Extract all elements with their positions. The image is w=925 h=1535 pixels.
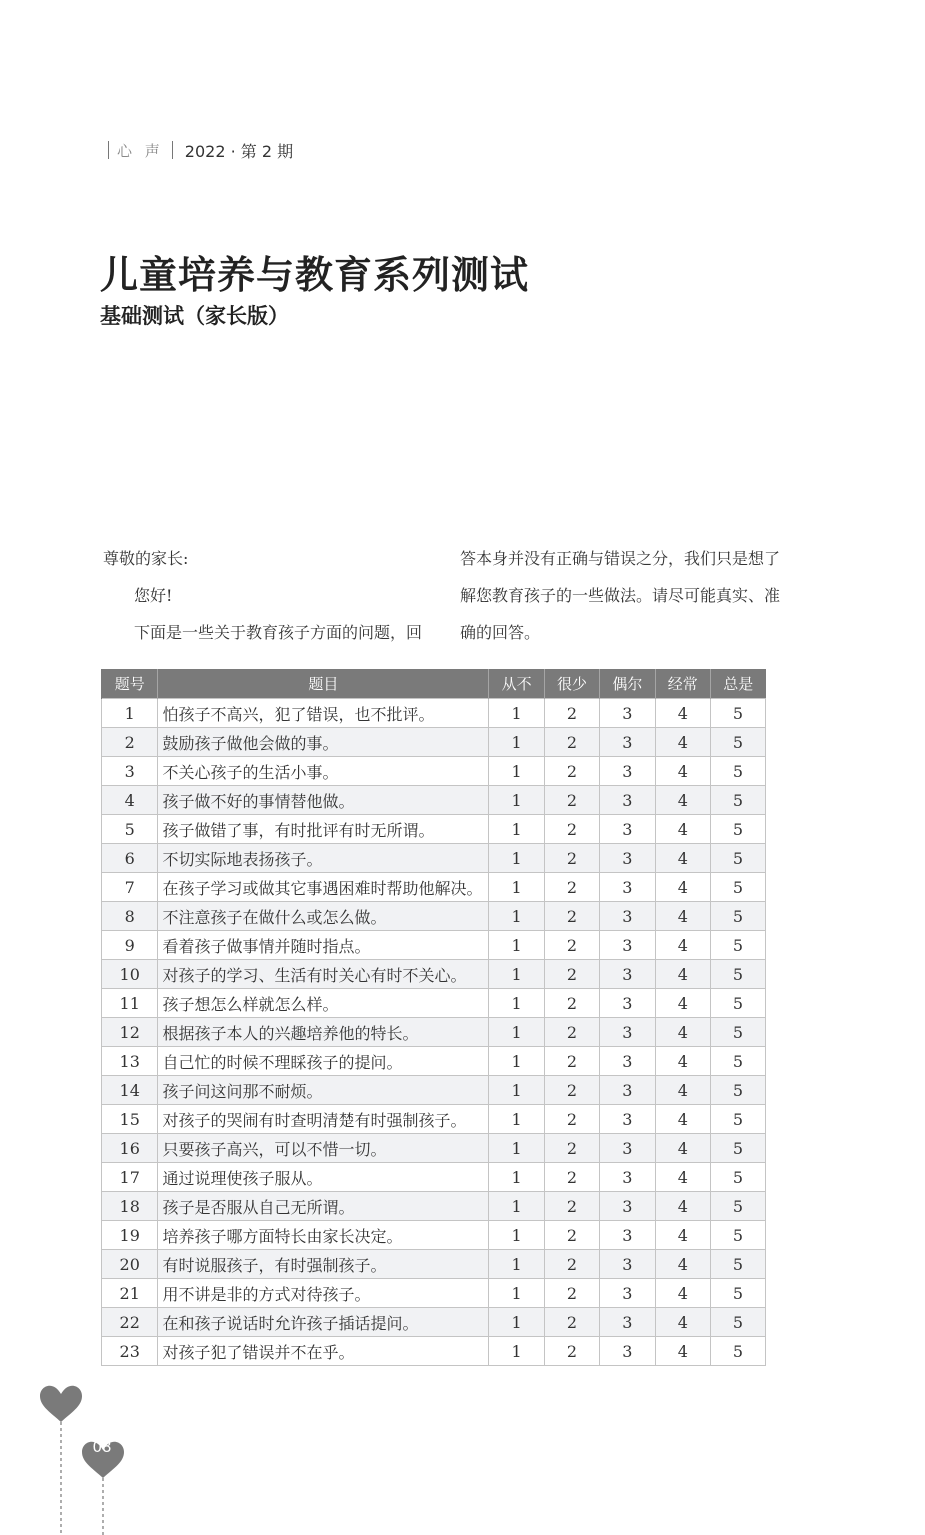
question-text: 培养孩子哪方面特长由家长决定。 xyxy=(158,1221,489,1250)
scale-option: 1 xyxy=(489,815,544,844)
scale-option: 4 xyxy=(655,1105,710,1134)
scale-option: 5 xyxy=(711,1279,766,1308)
scale-option: 4 xyxy=(655,1076,710,1105)
scale-option: 2 xyxy=(544,757,599,786)
scale-option: 1 xyxy=(489,902,544,931)
scale-option: 1 xyxy=(489,786,544,815)
scale-option: 3 xyxy=(600,699,655,728)
question-text: 对孩子的哭闹有时查明清楚有时强制孩子。 xyxy=(158,1105,489,1134)
scale-option: 3 xyxy=(600,757,655,786)
scale-option: 2 xyxy=(544,873,599,902)
scale-option: 4 xyxy=(655,1279,710,1308)
page-subtitle: 基础测试（家长版） xyxy=(100,303,289,328)
scale-option: 4 xyxy=(655,989,710,1018)
scale-option: 5 xyxy=(711,728,766,757)
question-text: 不关心孩子的生活小事。 xyxy=(158,757,489,786)
scale-option: 4 xyxy=(655,757,710,786)
scale-option: 2 xyxy=(544,728,599,757)
scale-option: 1 xyxy=(489,699,544,728)
table-row xyxy=(102,1337,766,1366)
table-row xyxy=(102,1192,766,1221)
question-text: 不切实际地表扬孩子。 xyxy=(158,844,489,873)
scale-option: 3 xyxy=(600,844,655,873)
question-number: 20 xyxy=(102,1250,158,1279)
question-number: 17 xyxy=(102,1163,158,1192)
scale-option: 2 xyxy=(544,931,599,960)
scale-option: 5 xyxy=(711,815,766,844)
intro-line: 确的回答。 xyxy=(460,623,541,642)
scale-option: 3 xyxy=(600,989,655,1018)
table-row xyxy=(102,1076,766,1105)
scale-option: 4 xyxy=(655,873,710,902)
scale-option: 3 xyxy=(600,1192,655,1221)
scale-option: 3 xyxy=(600,1221,655,1250)
hello: 您好! xyxy=(134,586,173,605)
table-row xyxy=(102,728,766,757)
table-row xyxy=(102,757,766,786)
question-text: 有时说服孩子，有时强制孩子。 xyxy=(158,1250,489,1279)
scale-option: 2 xyxy=(544,1134,599,1163)
header-divider xyxy=(172,141,173,159)
question-text: 孩子想怎么样就怎么样。 xyxy=(158,989,489,1018)
question-number: 22 xyxy=(102,1308,158,1337)
heart-decoration xyxy=(40,1380,130,1535)
scale-option: 5 xyxy=(711,931,766,960)
scale-option: 3 xyxy=(600,1076,655,1105)
table-row xyxy=(102,1279,766,1308)
scale-option: 2 xyxy=(544,989,599,1018)
scale-option: 1 xyxy=(489,1047,544,1076)
scale-option: 5 xyxy=(711,902,766,931)
scale-option: 1 xyxy=(489,960,544,989)
question-number: 9 xyxy=(102,931,158,960)
question-text: 自己忙的时候不理睬孩子的提问。 xyxy=(158,1047,489,1076)
question-number: 12 xyxy=(102,1018,158,1047)
scale-option: 4 xyxy=(655,1250,710,1279)
scale-option: 3 xyxy=(600,1279,655,1308)
scale-option: 4 xyxy=(655,1134,710,1163)
table-row xyxy=(102,1308,766,1337)
table-row xyxy=(102,989,766,1018)
header-rarely: 很少 xyxy=(544,669,599,699)
scale-option: 1 xyxy=(489,989,544,1018)
header-always: 总是 xyxy=(711,669,766,699)
scale-option: 5 xyxy=(711,757,766,786)
scale-option: 4 xyxy=(655,931,710,960)
scale-option: 4 xyxy=(655,1018,710,1047)
scale-option: 1 xyxy=(489,1250,544,1279)
scale-option: 1 xyxy=(489,1018,544,1047)
scale-option: 3 xyxy=(600,815,655,844)
scale-option: 5 xyxy=(711,1105,766,1134)
scale-option: 5 xyxy=(711,844,766,873)
question-text: 根据孩子本人的兴趣培养他的特长。 xyxy=(158,1018,489,1047)
scale-option: 5 xyxy=(711,1134,766,1163)
table-row xyxy=(102,1047,766,1076)
survey-table xyxy=(101,669,766,1366)
scale-option: 3 xyxy=(600,1163,655,1192)
page-number: 08 xyxy=(92,1438,112,1456)
scale-option: 2 xyxy=(544,902,599,931)
question-text: 对孩子犯了错误并不在乎。 xyxy=(158,1337,489,1366)
scale-option: 3 xyxy=(600,1337,655,1366)
table-row xyxy=(102,1105,766,1134)
question-number: 6 xyxy=(102,844,158,873)
scale-option: 2 xyxy=(544,844,599,873)
scale-option: 3 xyxy=(600,873,655,902)
question-text: 孩子做错了事，有时批评有时无所谓。 xyxy=(158,815,489,844)
question-number: 7 xyxy=(102,873,158,902)
table-row xyxy=(102,1221,766,1250)
scale-option: 2 xyxy=(544,1308,599,1337)
scale-option: 5 xyxy=(711,1337,766,1366)
scale-option: 4 xyxy=(655,1221,710,1250)
question-number: 3 xyxy=(102,757,158,786)
question-text: 用不讲是非的方式对待孩子。 xyxy=(158,1279,489,1308)
intro-column-right xyxy=(460,540,781,651)
header-often: 经常 xyxy=(655,669,710,699)
greeting: 尊敬的家长: xyxy=(103,549,189,568)
question-number: 15 xyxy=(102,1105,158,1134)
table-row xyxy=(102,902,766,931)
scale-option: 4 xyxy=(655,815,710,844)
scale-option: 1 xyxy=(489,1308,544,1337)
scale-option: 2 xyxy=(544,1047,599,1076)
question-number: 13 xyxy=(102,1047,158,1076)
section-name: 心 声 xyxy=(117,141,164,160)
scale-option: 4 xyxy=(655,699,710,728)
scale-option: 3 xyxy=(600,786,655,815)
scale-option: 1 xyxy=(489,1279,544,1308)
scale-option: 4 xyxy=(655,902,710,931)
table-row xyxy=(102,873,766,902)
table-row xyxy=(102,1134,766,1163)
scale-option: 4 xyxy=(655,1047,710,1076)
scale-option: 1 xyxy=(489,1337,544,1366)
table-row xyxy=(102,931,766,960)
scale-option: 1 xyxy=(489,1134,544,1163)
scale-option: 3 xyxy=(600,728,655,757)
intro-line: 答本身并没有正确与错误之分，我们只是想了 xyxy=(460,549,781,568)
heart-icon xyxy=(40,1386,82,1422)
intro-column-left xyxy=(103,540,433,651)
question-number: 2 xyxy=(102,728,158,757)
scale-option: 2 xyxy=(544,1076,599,1105)
scale-option: 5 xyxy=(711,699,766,728)
scale-option: 3 xyxy=(600,902,655,931)
scale-option: 1 xyxy=(489,1076,544,1105)
table-row xyxy=(102,960,766,989)
question-number: 18 xyxy=(102,1192,158,1221)
question-number: 10 xyxy=(102,960,158,989)
question-text: 在孩子学习或做其它事遇困难时帮助他解决。 xyxy=(158,873,489,902)
question-number: 16 xyxy=(102,1134,158,1163)
scale-option: 4 xyxy=(655,786,710,815)
table-header-row xyxy=(102,669,766,699)
scale-option: 4 xyxy=(655,1192,710,1221)
question-number: 1 xyxy=(102,699,158,728)
question-text: 看着孩子做事情并随时指点。 xyxy=(158,931,489,960)
header-question: 题目 xyxy=(158,669,489,699)
scale-option: 5 xyxy=(711,1047,766,1076)
scale-option: 1 xyxy=(489,931,544,960)
scale-option: 4 xyxy=(655,1337,710,1366)
scale-option: 5 xyxy=(711,786,766,815)
scale-option: 1 xyxy=(489,728,544,757)
question-number: 21 xyxy=(102,1279,158,1308)
question-number: 14 xyxy=(102,1076,158,1105)
scale-option: 2 xyxy=(544,1105,599,1134)
scale-option: 3 xyxy=(600,1105,655,1134)
scale-option: 5 xyxy=(711,1221,766,1250)
table-row xyxy=(102,786,766,815)
scale-option: 4 xyxy=(655,1308,710,1337)
scale-option: 2 xyxy=(544,1250,599,1279)
scale-option: 3 xyxy=(600,1134,655,1163)
table-row xyxy=(102,844,766,873)
intro-line: 解您教育孩子的一些做法。请尽可能真实、准 xyxy=(460,586,781,605)
scale-option: 4 xyxy=(655,960,710,989)
scale-option: 4 xyxy=(655,1163,710,1192)
scale-option: 2 xyxy=(544,1192,599,1221)
scale-option: 4 xyxy=(655,728,710,757)
question-text: 对孩子的学习、生活有时关心有时不关心。 xyxy=(158,960,489,989)
question-text: 鼓励孩子做他会做的事。 xyxy=(158,728,489,757)
question-number: 4 xyxy=(102,786,158,815)
running-header xyxy=(100,138,293,162)
table-row xyxy=(102,1250,766,1279)
scale-option: 3 xyxy=(600,931,655,960)
scale-option: 2 xyxy=(544,960,599,989)
scale-option: 5 xyxy=(711,1163,766,1192)
question-text: 只要孩子高兴，可以不惜一切。 xyxy=(158,1134,489,1163)
page-title: 儿童培养与教育系列测试 xyxy=(100,252,530,297)
scale-option: 3 xyxy=(600,960,655,989)
issue-label: 2022 · 第 2 期 xyxy=(184,141,294,161)
header-divider xyxy=(108,141,109,159)
scale-option: 1 xyxy=(489,1163,544,1192)
scale-option: 4 xyxy=(655,844,710,873)
scale-option: 1 xyxy=(489,1192,544,1221)
table-row xyxy=(102,699,766,728)
scale-option: 2 xyxy=(544,815,599,844)
question-number: 23 xyxy=(102,1337,158,1366)
header-number: 题号 xyxy=(102,669,158,699)
question-text: 怕孩子不高兴，犯了错误，也不批评。 xyxy=(158,699,489,728)
intro-line: 下面是一些关于教育孩子方面的问题，回 xyxy=(134,623,423,642)
question-number: 5 xyxy=(102,815,158,844)
question-text: 孩子做不好的事情替他做。 xyxy=(158,786,489,815)
scale-option: 3 xyxy=(600,1250,655,1279)
question-number: 19 xyxy=(102,1221,158,1250)
question-text: 通过说理使孩子服从。 xyxy=(158,1163,489,1192)
scale-option: 2 xyxy=(544,1221,599,1250)
scale-option: 5 xyxy=(711,1250,766,1279)
scale-option: 2 xyxy=(544,786,599,815)
question-text: 在和孩子说话时允许孩子插话提问。 xyxy=(158,1308,489,1337)
scale-option: 1 xyxy=(489,757,544,786)
header-never: 从不 xyxy=(489,669,544,699)
table-row xyxy=(102,1163,766,1192)
question-number: 11 xyxy=(102,989,158,1018)
scale-option: 3 xyxy=(600,1308,655,1337)
scale-option: 1 xyxy=(489,1221,544,1250)
table-row xyxy=(102,1018,766,1047)
scale-option: 5 xyxy=(711,960,766,989)
scale-option: 5 xyxy=(711,1018,766,1047)
question-text: 孩子是否服从自己无所谓。 xyxy=(158,1192,489,1221)
scale-option: 5 xyxy=(711,873,766,902)
question-text: 孩子问这问那不耐烦。 xyxy=(158,1076,489,1105)
header-sometimes: 偶尔 xyxy=(600,669,655,699)
scale-option: 5 xyxy=(711,989,766,1018)
scale-option: 2 xyxy=(544,1337,599,1366)
scale-option: 1 xyxy=(489,873,544,902)
scale-option: 2 xyxy=(544,699,599,728)
scale-option: 2 xyxy=(544,1018,599,1047)
table-row xyxy=(102,815,766,844)
question-text: 不注意孩子在做什么或怎么做。 xyxy=(158,902,489,931)
scale-option: 2 xyxy=(544,1279,599,1308)
scale-option: 2 xyxy=(544,1163,599,1192)
scale-option: 1 xyxy=(489,1105,544,1134)
scale-option: 5 xyxy=(711,1308,766,1337)
scale-option: 1 xyxy=(489,844,544,873)
scale-option: 3 xyxy=(600,1018,655,1047)
scale-option: 5 xyxy=(711,1076,766,1105)
question-number: 8 xyxy=(102,902,158,931)
scale-option: 5 xyxy=(711,1192,766,1221)
scale-option: 3 xyxy=(600,1047,655,1076)
survey-body xyxy=(102,699,766,1366)
